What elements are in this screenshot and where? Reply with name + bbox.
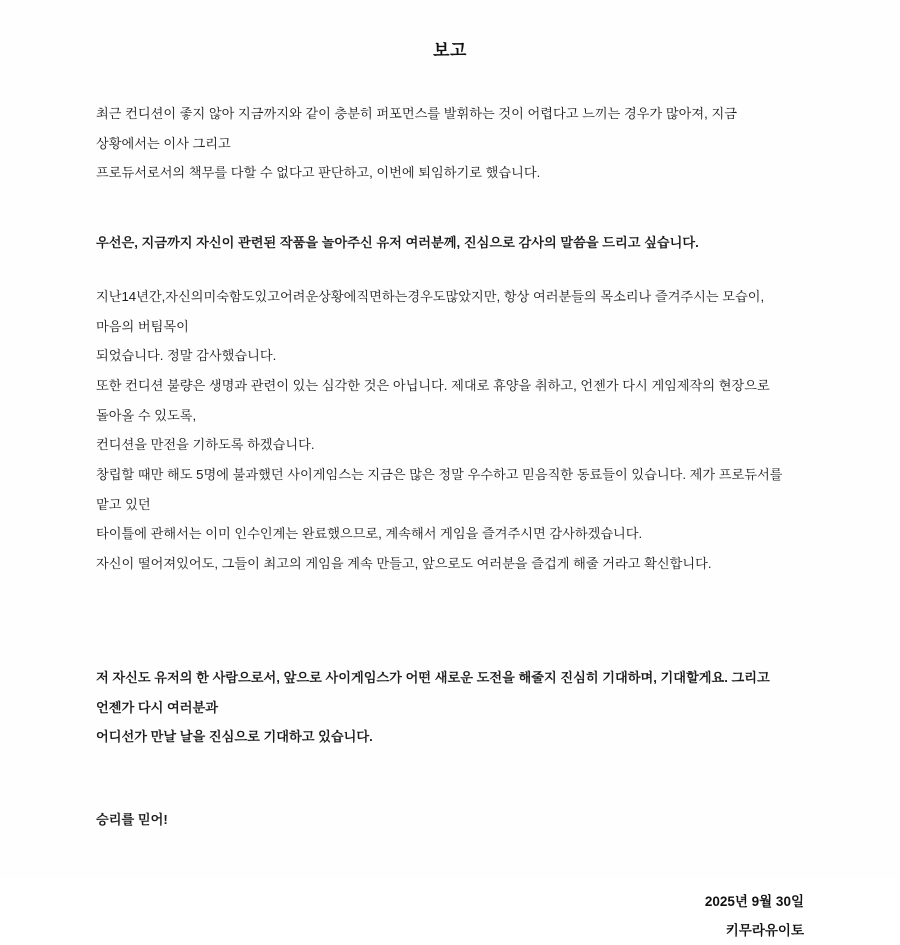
signature-block [96,888,804,945]
spacer [96,258,804,282]
body-p3-line-1: 창립할 때만 해도 5명에 불과했던 사이게임스는 지금은 많은 정말 우수하고 믿음직한 동료들이 있습니다. 제가 프로듀서를 맡고 있던 [96,467,783,512]
body-p3-line-2: 타이틀에 관해서는 이미 인수인계는 완료했으므로, 계속해서 게임을 즐겨주시면 감사하겠습니다. [96,526,643,542]
signature-name: 키무라유이토 [725,922,804,938]
body-p2-line-2: 컨디션을 만전을 기하도록 하겠습니다. [96,437,315,453]
intro-paragraph [96,99,804,188]
closing-line-1: 저 자신도 유저의 한 사람으로서, 앞으로 사이게임스가 어떤 새로운 도전을 해줄지 진심히 기대하며, 기대할게요. 그리고 언젠가 다시 여러분과 [96,669,770,715]
body-p1-line-2: 되었습니다. 정말 감사했습니다. [96,348,277,364]
document-body [96,99,804,945]
body-paragraph-3 [96,460,804,549]
closing-line-2: 어디선가 만날 날을 진심으로 기대하고 있습니다. [96,729,373,745]
farewell-message: 승리를 믿어! [96,812,168,828]
page-title: 보고 [433,41,467,60]
body-p4-line-1: 자신이 떨어져있어도, 그들이 최고의 게임을 계속 만들고, 앞으로도 여러분을 즐겁게 해줄 거라고 확신합니다. [96,556,712,572]
spacer [96,752,804,792]
spacer [96,188,804,228]
thanks-paragraph [96,228,804,258]
body-paragraph-4 [96,549,804,579]
closing-paragraph [96,663,804,752]
body-paragraph-1 [96,282,804,371]
intro-line-1: 최근 컨디션이 좋지 않아 지금까지와 같이 충분히 퍼포먼스를 발휘하는 것이 어렵다고 느끼는 경우가 많아져, 지금 상황에서는 이사 그리고 [96,106,737,151]
spacer [96,579,804,663]
signature-date: 2025년 9월 30일 [704,894,804,910]
body-p2-line-1: 또한 컨디션 불량은 생명과 관련이 있는 심각한 것은 아닙니다. 제대로 휴양을 취하고, 언젠가 다시 게임제작의 현장으로 돌아올 수 있도록, [96,377,770,423]
thanks-line-1: 우선은, 지금까지 자신이 관련된 작품을 놀아주신 유저 여러분께, 진심으로 감사의 말씀을 드리고 싶습니다. [96,235,699,251]
body-paragraph-2 [96,371,804,460]
body-p1-line-1: 지난14년간,자신의미숙함도있고어려운상황에직면하는경우도많았지만, 항상 여러분들의 목소리나 즐겨주시는 모습이, 마음의 버팀목이 [96,288,765,334]
intro-line-2: 프로듀서로서의 책무를 다할 수 없다고 판단하고, 이번에 퇴임하기로 했습니다. [96,165,541,181]
